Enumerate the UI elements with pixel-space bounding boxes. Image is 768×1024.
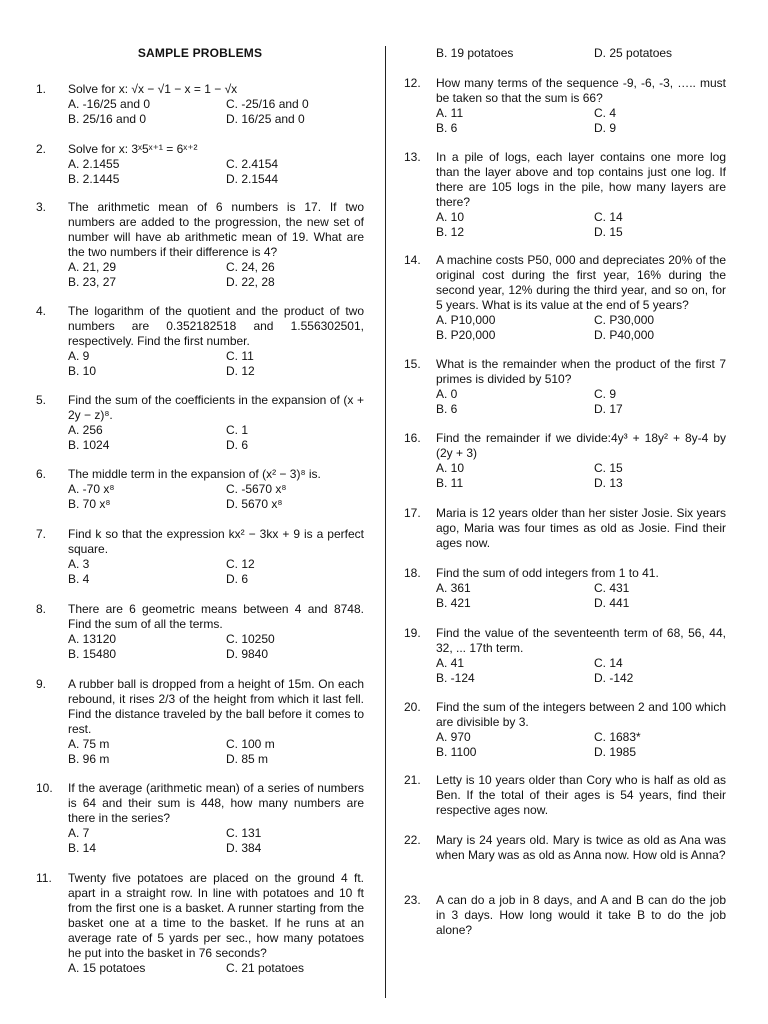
problem-number: 4. (36, 304, 47, 318)
answer-option: D. 13 (594, 476, 623, 490)
answer-option: A. 970 (436, 730, 471, 744)
option-row (436, 121, 726, 136)
answer-option: D. 6 (226, 438, 249, 452)
answer-option: D. 16/25 and 0 (226, 112, 305, 126)
problem-number: 16. (404, 431, 421, 445)
problem-number: 3. (36, 200, 47, 214)
option-row (68, 423, 364, 438)
problem-23 (404, 893, 726, 938)
question-text: Find the sum of the integers between 2 and 100 which are divisible by 3. (436, 700, 726, 729)
option-row (436, 476, 726, 491)
problem-number: 12. (404, 76, 421, 90)
question-text: Solve for x: √x − √1 − x = 1 − √x (68, 82, 238, 96)
problem-13 (404, 150, 726, 240)
question-text: Letty is 10 years older than Cory who is half as old as Ben. If the total of their ages is 54 years, find their respective ages now. (436, 773, 726, 817)
option-row (68, 260, 364, 275)
question-text: A rubber ball is dropped from a height of 15m. On each rebound, it rises 2/3 of the height from which it last fell. Find the distance traveled by the ball before it comes to rest. (68, 677, 364, 736)
answer-option: C. 1683* (594, 730, 641, 744)
problem-number: 8. (36, 602, 47, 616)
answer-option: A. -16/25 and 0 (68, 97, 151, 111)
answer-option: B. 6 (436, 402, 458, 416)
problem-number: 17. (404, 506, 421, 520)
problem-6 (36, 467, 364, 512)
option-row (68, 572, 364, 587)
answer-option: A. -70 x⁸ (68, 482, 115, 496)
option-d: D. 25 potatoes (594, 46, 673, 60)
option-row (436, 225, 726, 240)
answer-option: D. 22, 28 (226, 275, 275, 289)
answer-option: B. -124 (436, 671, 475, 685)
problem-number: 5. (36, 393, 47, 407)
problem-2 (36, 142, 364, 187)
answer-option: D. 9 (594, 121, 617, 135)
answer-option: D. -142 (594, 671, 634, 685)
answer-option: C. -5670 x⁸ (226, 482, 287, 496)
answer-option: B. 2.1445 (68, 172, 120, 186)
answer-option: B. 23, 27 (68, 275, 117, 289)
answer-option: C. 100 m (226, 737, 275, 751)
answer-option: B. 421 (436, 596, 471, 610)
answer-option: A. 3 (68, 557, 90, 571)
answer-option: B. 4 (68, 572, 90, 586)
option-row (436, 461, 726, 476)
problem-number: 7. (36, 527, 47, 541)
option-b: B. 19 potatoes (436, 46, 514, 60)
problem-9 (36, 677, 364, 767)
answer-option: B. 10 (68, 364, 97, 378)
answer-option: B. 12 (436, 225, 465, 239)
problem-12 (404, 76, 726, 136)
question-text: Find k so that the expression kx² − 3kx + 9 is a perfect square. (68, 527, 364, 556)
problem-number: 2. (36, 142, 47, 156)
answer-option: C. P30,000 (594, 313, 655, 327)
question-text: Find the value of the seventeenth term of 68, 56, 44, 32, ... 17th term. (436, 626, 726, 655)
option-row (436, 46, 726, 61)
answer-option: C. 1 (226, 423, 249, 437)
column-divider (385, 46, 386, 998)
problem-19 (404, 626, 726, 686)
answer-option: C. 431 (594, 581, 630, 595)
option-row (68, 275, 364, 290)
page-title: SAMPLE PROBLEMS (137, 46, 263, 60)
problem-15 (404, 357, 726, 417)
problem-number: 23. (404, 893, 421, 907)
problem-14 (404, 253, 726, 343)
answer-option: C. 24, 26 (226, 260, 275, 274)
problem-number: 13. (404, 150, 421, 164)
answer-option: C. 2.4154 (226, 157, 279, 171)
option-row (436, 106, 726, 121)
question-text: Find the remainder if we divide:4y³ + 18y² + 8y-4 by (2y + 3) (436, 431, 726, 460)
problem-number: 10. (36, 781, 53, 795)
answer-option: D. 9840 (226, 647, 269, 661)
answer-option: B. 15480 (68, 647, 117, 661)
option-row (436, 671, 726, 686)
problem-number: 15. (404, 357, 421, 371)
option-row (68, 497, 364, 512)
question-text: A can do a job in 8 days, and A and B can do the job in 3 days. How long would it take B to do the job alone? (436, 893, 726, 937)
answer-option: B. 96 m (68, 752, 110, 766)
problem-20 (404, 700, 726, 760)
question-text: How many terms of the sequence -9, -6, -3, ….. must be taken so that the sum is 66? (436, 76, 726, 105)
question-text: If the average (arithmetic mean) of a series of numbers is 64 and their sum is 448, how many numbers are there in the series? (68, 781, 364, 825)
question-text: Maria is 12 years older than her sister Josie. Six years ago, Maria was four times as old as Josie. Find their ages now. (436, 506, 726, 550)
answer-option: D. 6 (226, 572, 249, 586)
answer-option: C. 9 (594, 387, 617, 401)
option-row (68, 438, 364, 453)
problem-number: 11. (36, 871, 52, 885)
answer-option: A. 2.1455 (68, 157, 120, 171)
answer-option: C. 15 (594, 461, 623, 475)
answer-option: B. 11 (436, 476, 464, 490)
option-row (436, 656, 726, 671)
answer-option: B. 1024 (68, 438, 110, 452)
option-row (68, 632, 364, 647)
question-text: Solve for x: 3ˣ5ˣ⁺¹ = 6ˣ⁺² (68, 142, 198, 156)
problem-4 (36, 304, 364, 379)
answer-option: B. 6 (436, 121, 458, 135)
option-row (436, 581, 726, 596)
answer-option: C. 131 (226, 826, 262, 840)
answer-option: D. 1985 (594, 745, 637, 759)
option-row (68, 364, 364, 379)
answer-option: D. 2.1544 (226, 172, 279, 186)
problem-number: 22. (404, 833, 421, 847)
problem-17 (404, 506, 726, 551)
problem-18 (404, 566, 726, 611)
carried-options (404, 46, 726, 61)
problem-7 (36, 527, 364, 587)
answer-option: A. 361 (436, 581, 471, 595)
problem-number: 20. (404, 700, 421, 714)
answer-option: D. 5670 x⁸ (226, 497, 283, 511)
answer-option: A. 41 (436, 656, 465, 670)
option-row (68, 647, 364, 662)
option-row (68, 482, 364, 497)
answer-option: A. 13120 (68, 632, 117, 646)
problem-number: 14. (404, 253, 421, 267)
answer-option: C. 21 potatoes (226, 961, 305, 975)
answer-option: D. 17 (594, 402, 623, 416)
answer-option: D. 12 (226, 364, 255, 378)
option-row (436, 328, 726, 343)
answer-option: C. 10250 (226, 632, 275, 646)
answer-option: A. 256 (68, 423, 103, 437)
answer-option: C. 4 (594, 106, 617, 120)
problem-number: 1. (36, 82, 47, 96)
answer-option: A. 75 m (68, 737, 110, 751)
problem-10 (36, 781, 364, 856)
question-text: A machine costs P50, 000 and depreciates 20% of the original cost during the first year, 16% during the second year, 12% during the third year, and so on, for 5 years. What is its value at the end of 5 years? (436, 253, 726, 312)
option-row (68, 157, 364, 172)
option-row (436, 745, 726, 760)
question-text: What is the remainder when the product of the first 7 primes is divided by 510? (436, 357, 726, 386)
answer-option: B. 14 (68, 841, 97, 855)
answer-option: A. P10,000 (436, 313, 496, 327)
answer-option: C. 12 (226, 557, 255, 571)
problem-11 (36, 871, 364, 976)
option-row (68, 172, 364, 187)
problem-number: 6. (36, 467, 47, 481)
problem-number: 19. (404, 626, 421, 640)
option-row (436, 210, 726, 225)
answer-option: A. 10 (436, 210, 465, 224)
answer-option: A. 0 (436, 387, 458, 401)
answer-option: C. 14 (594, 656, 623, 670)
answer-option: C. 11 (226, 349, 254, 363)
option-row (68, 112, 364, 127)
problem-3 (36, 200, 364, 290)
problem-21 (404, 773, 726, 818)
question-text: Find the sum of the coefficients in the expansion of (x + 2y − z)⁸. (68, 393, 364, 422)
answer-option: B. 70 x⁸ (68, 497, 111, 511)
option-row (436, 387, 726, 402)
problem-number: 21. (404, 773, 421, 787)
problem-22 (404, 833, 726, 863)
option-row (68, 752, 364, 767)
question-text: The arithmetic mean of 6 numbers is 17. If two numbers are added to the progression, the new set of number will have ab arithmetic mean of 19. What are the two numbers if their difference is 4? (68, 200, 364, 259)
answer-option: A. 11 (436, 106, 464, 120)
question-text: Mary is 24 years old. Mary is twice as old as Ana was when Mary was as old as Anna now. How old is Anna? (436, 833, 726, 862)
answer-option: D. 384 (226, 841, 262, 855)
answer-option: B. 25/16 and 0 (68, 112, 147, 126)
question-text: The middle term in the expansion of (x² − 3)⁸ is. (68, 467, 321, 481)
problem-5 (36, 393, 364, 453)
problem-8 (36, 602, 364, 662)
answer-option: D. 441 (594, 596, 630, 610)
answer-option: A. 10 (436, 461, 465, 475)
answer-option: B. 1100 (436, 745, 477, 759)
option-row (68, 841, 364, 856)
question-text: There are 6 geometric means between 4 and 8748. Find the sum of all the terms. (68, 602, 364, 631)
answer-option: A. 7 (68, 826, 90, 840)
answer-option: C. 14 (594, 210, 623, 224)
question-text: Twenty five potatoes are placed on the ground 4 ft. apart in a straight row. In line with potatoes and 10 ft from the first one is a basket. A runner starting from the basket one at a time to the basket. If he runs at an average rate of 5 yards per sec., how many potatoes he put into the basket in 76 seconds? (68, 871, 364, 960)
option-row (68, 97, 364, 112)
answer-option: B. P20,000 (436, 328, 496, 342)
answer-option: A. 9 (68, 349, 90, 363)
answer-option: A. 15 potatoes (68, 961, 146, 975)
problem-number: 18. (404, 566, 421, 580)
question-text: In a pile of logs, each layer contains one more log than the layer above and top contains just one log. If there are 105 logs in the pile, how many layers are there? (436, 150, 726, 209)
problem-number: 9. (36, 677, 47, 691)
problem-1 (36, 82, 364, 127)
option-row (68, 961, 364, 976)
option-row (436, 313, 726, 328)
question-text: Find the sum of odd integers from 1 to 41. (436, 566, 659, 580)
question-text: The logarithm of the quotient and the product of two numbers are 0.352182518 and 1.556302501, respectively. Find the first number. (68, 304, 364, 348)
option-row (436, 730, 726, 745)
option-row (68, 349, 364, 364)
option-row (436, 596, 726, 611)
answer-option: D. P40,000 (594, 328, 655, 342)
option-row (68, 557, 364, 572)
answer-option: A. 21, 29 (68, 260, 117, 274)
option-row (68, 737, 364, 752)
option-row (68, 826, 364, 841)
answer-option: C. -25/16 and 0 (226, 97, 309, 111)
option-row (436, 402, 726, 417)
answer-option: D. 15 (594, 225, 623, 239)
problem-16 (404, 431, 726, 491)
answer-option: D. 85 m (226, 752, 269, 766)
